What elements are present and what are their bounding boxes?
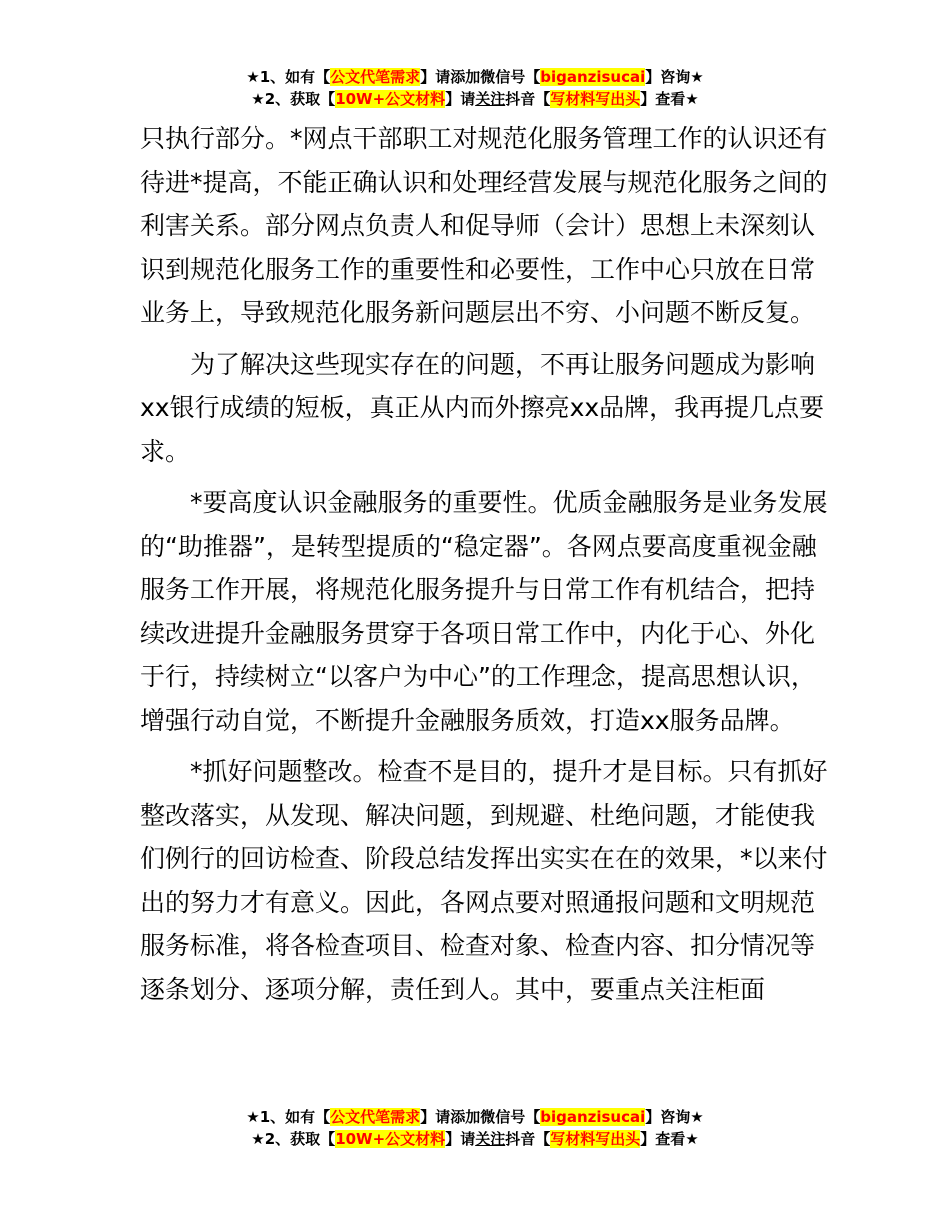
banner-text: ★1、如有【	[246, 1108, 331, 1126]
banner-text: ★2、获取【	[251, 1130, 336, 1148]
banner-text: 】咨询★	[645, 1108, 704, 1126]
banner-highlight: 10W+公文材料	[335, 1130, 446, 1148]
banner-highlight: 写材料写出头	[550, 90, 641, 108]
banner-highlight: 10W+公文材料	[335, 90, 446, 108]
banner-line-2	[0, 88, 950, 110]
banner-line-1	[0, 1106, 950, 1128]
banner-text: 】请	[445, 90, 476, 108]
banner-highlight: biganzisucai	[540, 1108, 646, 1126]
banner-text: 】请添加微信号【	[420, 1108, 541, 1126]
banner-highlight: 公文代笔需求	[330, 1108, 421, 1126]
paragraph: 只执行部分。*网点干部职工对规范化服务管理工作的认识还有待进*提高，不能正确认识和处理经营发展与规范化服务之间的利害关系。部分网点负责人和促导师（会计）思想上未深刻认识到规范化服务工作的重要性和必要性，工作中心只放在日常业务上，导致规范化服务新问题层出不穷、小问题不断反复。	[140, 124, 828, 327]
banner-line-2	[0, 1128, 950, 1150]
banner-underlined-text: 关注	[475, 1130, 506, 1148]
banner-highlight: 写材料写出头	[550, 1130, 641, 1148]
banner-text: ★2、获取【	[251, 90, 336, 108]
banner-text: 】请添加微信号【	[420, 68, 541, 86]
banner-text: 抖音【	[505, 90, 551, 108]
paragraph: 为了解决这些现实存在的问题，不再让服务问题成为影响xx银行成绩的短板，真正从内而外擦亮xx品牌，我再提几点要求。	[140, 349, 825, 466]
paragraph: *要高度认识金融服务的重要性。优质金融服务是业务发展的“助推器”，是转型提质的“稳定器”。各网点要高度重视金融服务工作开展，将规范化服务提升与日常工作有机结合，把持续改进提升金融服务贯穿于各项日常工作中，内化于心、外化于行，持续树立“以客户为中心”的工作理念，提高思想认识，增强行动自觉，不断提升金融服务质效，打造xx服务品牌。	[140, 488, 828, 735]
banner-text: 】请	[445, 1130, 476, 1148]
footer-banner	[0, 1106, 950, 1150]
banner-text: 】咨询★	[645, 68, 704, 86]
header-banner	[0, 66, 950, 110]
banner-text: 】查看★	[640, 1130, 699, 1148]
banner-highlight: 公文代笔需求	[330, 68, 421, 86]
document-body	[140, 117, 830, 1011]
banner-text: ★1、如有【	[246, 68, 331, 86]
banner-underlined-text: 关注	[475, 90, 506, 108]
banner-text: 抖音【	[505, 1130, 551, 1148]
banner-text: 】查看★	[640, 90, 699, 108]
paragraph: *抓好问题整改。检查不是目的，提升才是目标。只有抓好整改落实，从发现、解决问题，到规避、杜绝问题，才能使我们例行的回访检查、阶段总结发挥出实实在在的效果，*以来付出的努力才有意义。因此，各网点要对照通报问题和文明规范服务标准，将各检查项目、检查对象、检查内容、扣分情况等逐条划分、逐项分解，责任到人。其中，要重点关注柜面	[140, 757, 828, 1004]
banner-line-1	[0, 66, 950, 88]
banner-highlight: biganzisucai	[540, 68, 646, 86]
